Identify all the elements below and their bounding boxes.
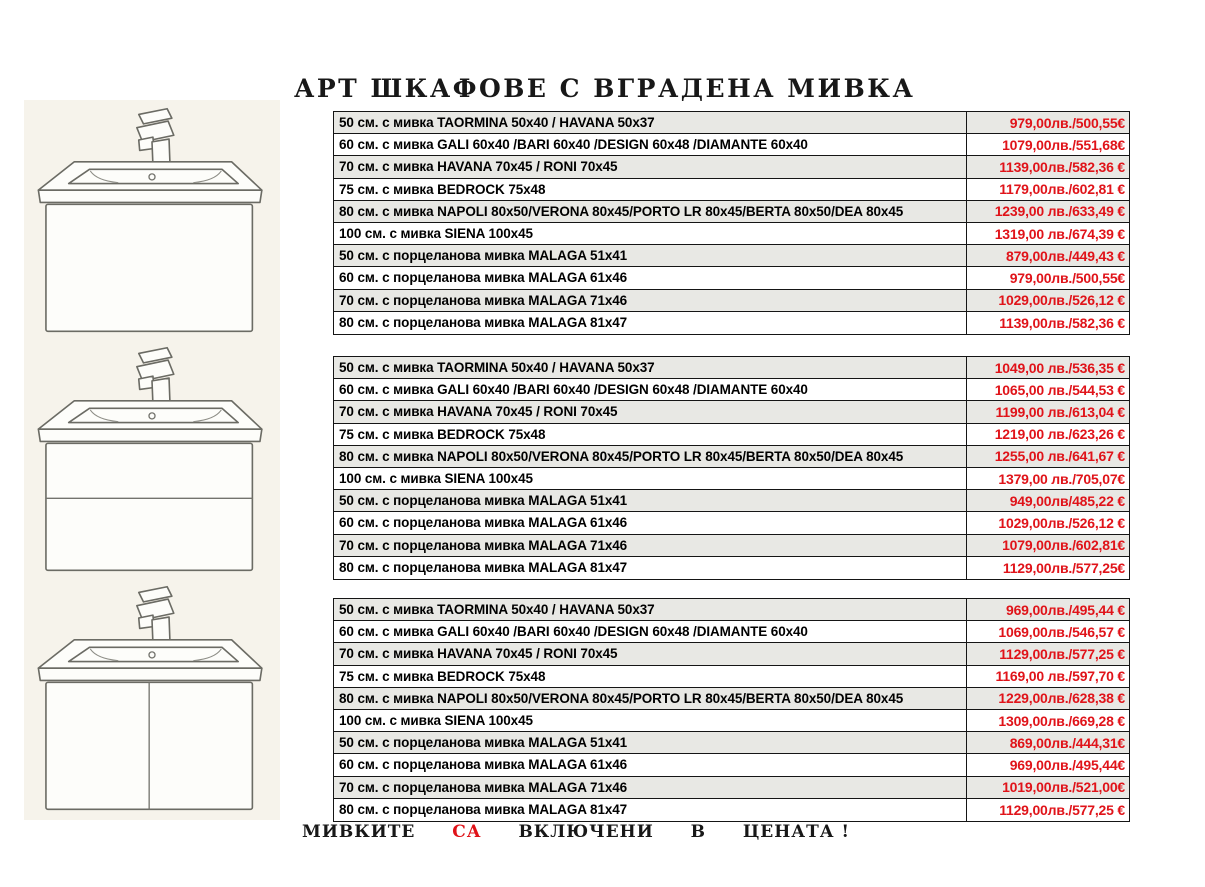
table-row <box>334 688 1129 710</box>
row-price: 1139,00лв./582,36 € <box>967 156 1129 177</box>
row-label: 70 см. с порцеланова мивка MALAGA 71x46 <box>334 777 967 798</box>
row-label: 70 см. с мивка HAVANA 70x45 / RONI 70x45 <box>334 643 967 664</box>
table-row <box>334 112 1129 134</box>
row-price: 1129,00лв./577,25 € <box>999 801 1125 818</box>
row-price: 1129,00лв./577,25€ <box>1002 559 1125 576</box>
vanity-single-front-image <box>24 104 280 336</box>
table-row <box>334 424 1129 446</box>
table-row <box>334 379 1129 401</box>
table-row <box>334 468 1129 490</box>
row-price: 1179,00лв./602,81 € <box>999 181 1125 198</box>
row-price: 869,00лв./444,31€ <box>967 732 1129 753</box>
row-price: 979,00лв./500,55€ <box>967 112 1129 133</box>
table-row <box>334 401 1129 423</box>
row-label: 70 см. с порцеланова мивка MALAGA 71x46 <box>334 290 967 311</box>
row-label: 60 см. с порцеланова мивка MALAGA 61x46 <box>334 754 967 775</box>
row-price: 1229,00лв./628,38 € <box>967 688 1129 709</box>
table-row <box>334 201 1129 223</box>
table-row <box>334 512 1129 534</box>
table-row <box>334 267 1129 289</box>
row-label: 50 см. с мивка TAORMINA 50x40 / HAVANA 50x37 <box>334 599 967 620</box>
row-price: 1129,00лв./577,25 € <box>967 643 1129 664</box>
row-label: 70 см. с мивка HAVANA 70x45 / RONI 70x45 <box>334 401 967 422</box>
table-row <box>334 446 1129 468</box>
row-label: 80 см. с порцеланова мивка MALAGA 81x47 <box>334 312 967 334</box>
row-label: 75 см. с мивка BEDROCK 75x48 <box>334 666 967 687</box>
table-row <box>334 643 1129 665</box>
price-table-3 <box>333 598 1130 822</box>
row-price: 1049,00 лв./536,35 € <box>967 357 1129 378</box>
vanity-image-panel <box>24 100 280 820</box>
row-label: 100 см. с мивка SIENA 100x45 <box>334 223 967 244</box>
vanity-two-doors-image <box>24 582 280 814</box>
table-row <box>334 156 1129 178</box>
row-label: 80 см. с порцеланова мивка MALAGA 81x47 <box>334 557 967 579</box>
row-price: 1065,00 лв./544,53 € <box>994 381 1125 398</box>
table-row <box>334 777 1129 799</box>
table-row <box>334 732 1129 754</box>
row-price: 949,00лв/485,22 € <box>967 490 1129 511</box>
row-price: 1199,00 лв./613,04 € <box>967 401 1129 422</box>
row-price: 1309,00лв./669,28 € <box>998 712 1125 729</box>
table-row <box>334 621 1129 643</box>
row-price: 1319,00 лв./674,39 € <box>994 225 1125 242</box>
table-row <box>334 599 1129 621</box>
row-label: 50 см. с мивка TAORMINA 50x40 / HAVANA 50x37 <box>334 112 967 133</box>
row-label: 100 см. с мивка SIENA 100x45 <box>334 468 967 489</box>
row-price: 1079,00лв./551,68€ <box>1002 136 1125 153</box>
row-price: 969,00лв./495,44 € <box>967 599 1129 620</box>
row-label: 75 см. с мивка BEDROCK 75x48 <box>334 179 967 200</box>
table-row <box>334 754 1129 776</box>
row-label: 80 см. с мивка NAPOLI 80x50/VERONA 80x45/PORTO LR 80x45/BERTA 80x50/DEA 80x45 <box>334 688 967 709</box>
row-label: 50 см. с порцеланова мивка MALAGA 51x41 <box>334 490 967 511</box>
footer-word: ЦЕНАТА ! <box>742 822 850 842</box>
row-price: 1029,00лв./526,12 € <box>998 514 1125 531</box>
row-price: 1069,00лв./546,57 € <box>998 623 1125 640</box>
row-price: 1219,00 лв./623,26 € <box>994 426 1125 443</box>
row-label: 75 см. с мивка BEDROCK 75x48 <box>334 424 967 445</box>
table-row <box>334 357 1129 379</box>
row-label: 70 см. с порцеланова мивка MALAGA 71x46 <box>334 535 967 556</box>
row-price: 1079,00лв./602,81€ <box>967 535 1129 556</box>
table-row <box>334 557 1129 579</box>
row-label: 80 см. с мивка NAPOLI 80x50/VERONA 80x45/PORTO LR 80x45/BERTA 80x50/DEA 80x45 <box>334 446 967 467</box>
row-price: 1169,00 лв./597,70 € <box>995 668 1125 685</box>
footer-word: МИВКИТЕ <box>302 822 416 842</box>
row-price: 879,00лв./449,43 € <box>967 245 1129 266</box>
row-price: 969,00лв./495,44€ <box>1009 756 1125 773</box>
row-label: 100 см. с мивка SIENA 100x45 <box>334 710 967 731</box>
row-label: 60 см. с порцеланова мивка MALAGA 61x46 <box>334 512 967 533</box>
row-label: 60 см. с мивка GALI 60x40 /BARI 60x40 /DESIGN 60x48 /DIAMANTE 60x40 <box>334 379 967 400</box>
page-title: АРТ ШКАФОВЕ С ВГРАДЕНА МИВКА <box>294 74 916 103</box>
table-row <box>334 179 1129 201</box>
vanity-two-drawers-image <box>24 343 280 575</box>
table-row <box>334 290 1129 312</box>
table-row <box>334 312 1129 334</box>
row-price: 1139,00лв./582,36 € <box>999 314 1125 331</box>
table-row <box>334 799 1129 821</box>
row-label: 60 см. с мивка GALI 60x40 /BARI 60x40 /DESIGN 60x48 /DIAMANTE 60x40 <box>334 134 967 155</box>
row-price: 1029,00лв./526,12 € <box>967 290 1129 311</box>
row-label: 60 см. с мивка GALI 60x40 /BARI 60x40 /DESIGN 60x48 /DIAMANTE 60x40 <box>334 621 967 642</box>
row-label: 80 см. с порцеланова мивка MALAGA 81x47 <box>334 799 967 821</box>
table-row <box>334 666 1129 688</box>
table-row <box>334 490 1129 512</box>
table-row <box>334 535 1129 557</box>
table-row <box>334 245 1129 267</box>
row-price: 1379,00 лв./705,07€ <box>998 470 1125 487</box>
row-price: 1255,00 лв./641,67 € <box>967 446 1129 467</box>
table-row <box>334 710 1129 732</box>
footer-word-emphasis: СА <box>452 822 482 842</box>
footer-word: ВКЛЮЧЕНИ <box>518 822 654 842</box>
row-price: 979,00лв./500,55€ <box>1009 269 1125 286</box>
price-table-2 <box>333 356 1130 580</box>
price-table-1 <box>333 111 1130 335</box>
footer-word: В <box>690 822 706 842</box>
row-label: 80 см. с мивка NAPOLI 80x50/VERONA 80x45/PORTO LR 80x45/BERTA 80x50/DEA 80x45 <box>334 201 967 222</box>
row-label: 50 см. с мивка TAORMINA 50x40 / HAVANA 50x37 <box>334 357 967 378</box>
row-price: 1019,00лв./521,00€ <box>967 777 1129 798</box>
row-label: 50 см. с порцеланова мивка MALAGA 51x41 <box>334 732 967 753</box>
row-label: 50 см. с порцеланова мивка MALAGA 51x41 <box>334 245 967 266</box>
row-price: 1239,00 лв./633,49 € <box>967 201 1129 222</box>
row-label: 70 см. с мивка HAVANA 70x45 / RONI 70x45 <box>334 156 967 177</box>
table-row <box>334 134 1129 156</box>
footer-note <box>302 822 850 842</box>
table-row <box>334 223 1129 245</box>
row-label: 60 см. с порцеланова мивка MALAGA 61x46 <box>334 267 967 288</box>
